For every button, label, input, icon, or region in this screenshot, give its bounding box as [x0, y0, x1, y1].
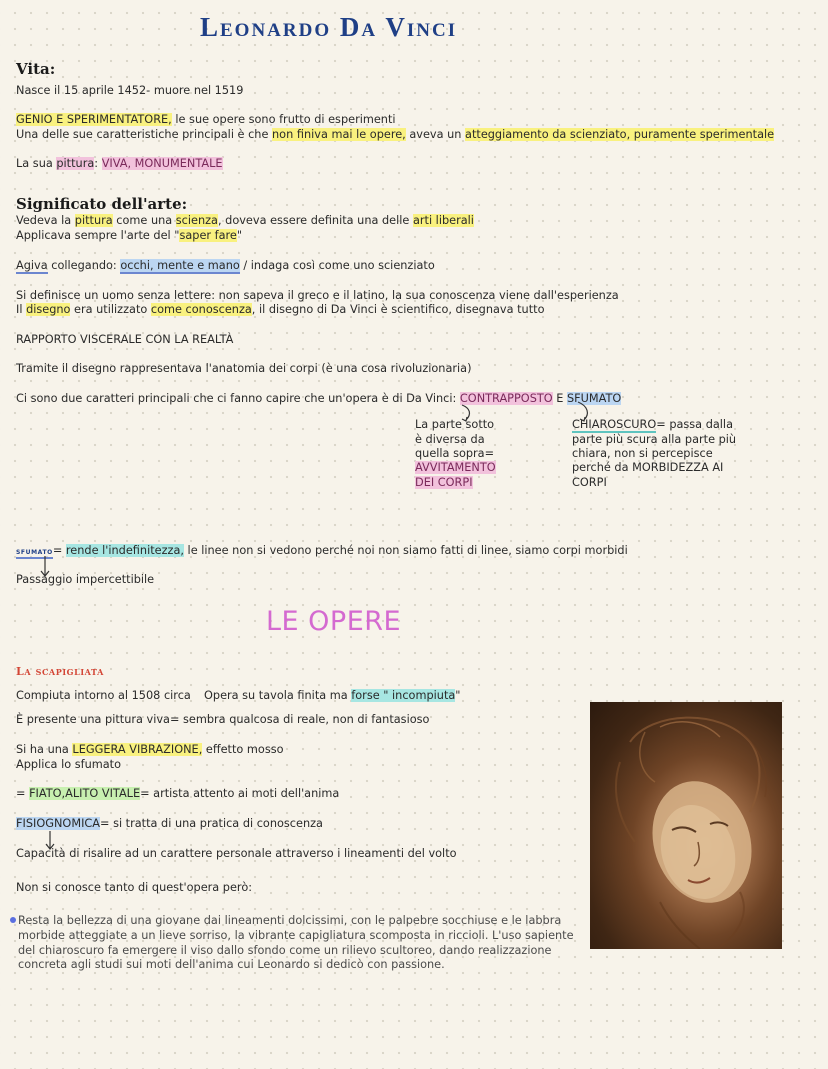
text: E: [552, 392, 567, 405]
agiva-line: [16, 259, 435, 274]
contrapposto-note-3: quella sopra=: [415, 447, 495, 460]
text: Opera su tavola finita ma: [204, 689, 352, 702]
highlight: non finiva mai le opere,: [272, 128, 406, 141]
contrapposto-note-2: è diversa da: [415, 433, 485, 446]
highlight: forse " incompiuta: [351, 689, 456, 702]
highlight: AVVITAMENTO: [415, 461, 496, 474]
text: / indaga così come uno scienziato: [239, 259, 435, 272]
text: ": [455, 689, 461, 702]
highlight: LEGGERA VIBRAZIONE,: [72, 743, 203, 756]
bullet-dot: [10, 917, 16, 923]
significato-heading: Significato dell'arte:: [16, 195, 188, 213]
contrapposto-note-1: La parte sotto: [415, 418, 495, 431]
highlight: rende l'indefinitezza,: [65, 544, 184, 557]
highlight: come conoscenza: [150, 303, 252, 316]
highlight: SFUMATO: [566, 392, 622, 405]
highlight: atteggiamento da scienziato, puramente sperimentale: [465, 128, 775, 141]
chiaroscuro-note-4: perché da MORBIDEZZA AI: [572, 461, 724, 474]
text: Il: [16, 303, 27, 316]
text: =: [16, 787, 30, 800]
highlight: pittura: [56, 157, 95, 170]
applica-line: Applica lo sfumato: [16, 758, 122, 771]
text: Una delle sue caratteristiche principali è che: [16, 128, 273, 141]
text: , il disegno di Da Vinci è scientifico, disegnava tutto: [251, 303, 545, 316]
highlight: occhi, mente e mano: [120, 259, 240, 272]
text: collegando:: [47, 259, 121, 272]
caratteri-line: [16, 392, 621, 407]
contrapposto-note-5: [415, 476, 473, 491]
fisiognomica-line: [16, 817, 323, 832]
underline: CHIAROSCURO: [572, 418, 657, 431]
description-paragraph: Resta la bellezza di una giovane dai lineamenti dolcissimi, con le palpebre socchiuse e le labbra morbide atteggiate a un lieve sorriso, la vibrante capigliatura scomposta in riccioli. L'uso sapiente del chiaroscuro fa emergere il viso dallo sfondo come un rilievo scultoreo, dando realizzazione concreta agli studi sui moti dell'anima cui Leonardo si dedicò con passione.: [18, 914, 574, 972]
text: aveva un: [405, 128, 466, 141]
presente-line: È presente una pittura viva= sembra qualcosa di reale, non di fantasioso: [16, 713, 430, 726]
highlight: CONTRAPPOSTO: [459, 392, 553, 405]
text: La sua: [16, 157, 57, 170]
text: come una: [112, 214, 176, 227]
highlight: DEI CORPI: [415, 476, 473, 489]
chiaroscuro-note-2: parte più scura alla parte più: [572, 433, 737, 446]
genio-highlight: GENIO E SPERIMENTATORE,: [16, 113, 172, 126]
highlight: saper fare: [179, 229, 237, 242]
tramite-line: Tramite il disegno rappresentava l'anatomia dei corpi (è una cosa rivoluzionaria): [16, 362, 472, 375]
sfumato-line: [16, 544, 628, 560]
opere-heading: LE OPERE: [266, 606, 402, 637]
significato-line2: [16, 229, 242, 244]
highlight: scienza: [175, 214, 218, 227]
chiaroscuro-note-3: chiara, non si percepisce: [572, 447, 713, 460]
significato-line1: [16, 214, 474, 229]
text: effetto mosso: [202, 743, 284, 756]
highlight: FIATO,ALITO VITALE: [29, 787, 141, 800]
highlight: disegno: [26, 303, 71, 316]
text: :: [94, 157, 102, 170]
rapporto-line: RAPPORTO VISCERALE CON LA REALTÀ: [16, 333, 234, 346]
painting-sketch: [590, 702, 782, 949]
compiuta-line: Compiuta intorno al 1508 circa: [16, 689, 191, 702]
leggera-line: [16, 743, 284, 758]
text: ": [236, 229, 243, 242]
page-title: Leonardo Da Vinci: [200, 12, 458, 42]
text: , doveva essere definita una delle: [217, 214, 413, 227]
contrapposto-note-4: [415, 461, 496, 476]
vita-genio-line: [16, 113, 396, 128]
vita-pittura-line: [16, 157, 223, 172]
text: le linee non si vedono perché noi non siamo fatti di linee, siamo corpi morbidi: [183, 544, 628, 557]
vita-born: Nasce il 15 aprile 1452- muore nel 1519: [16, 84, 244, 97]
text: = passa dalla: [656, 418, 733, 431]
capacita-line: Capacità di risalire ad un carattere personale attraverso i lineamenti del volto: [16, 847, 457, 860]
sfumato-label: sfumato: [16, 547, 53, 557]
text: Ci sono due caratteri principali che ci fanno capire che un'opera è di Da Vinci:: [16, 392, 460, 405]
chiaroscuro-note-5: CORPI: [572, 476, 607, 489]
highlight: arti liberali: [412, 214, 474, 227]
tavola-line: [204, 689, 461, 704]
text: Applicava sempre l'arte del ": [16, 229, 180, 242]
text: Si ha una: [16, 743, 73, 756]
scapigliata-subheading: La scapigliata: [16, 665, 104, 678]
passaggio-line: Passaggio impercettibile: [16, 573, 155, 586]
vita-heading: Vita:: [16, 60, 56, 78]
scapigliata-painting: [590, 702, 782, 949]
highlight: FISIOGNOMICA: [16, 817, 101, 830]
uomo-line2: [16, 303, 545, 318]
non-si-conosce-line: Non si conosce tanto di quest'opera però:: [16, 881, 253, 894]
fiato-line: [16, 787, 339, 802]
vita-caratteristiche-line: [16, 128, 774, 143]
genio-text: le sue opere sono frutto di esperimenti: [171, 113, 396, 126]
underline: Agiva: [16, 259, 48, 272]
text: Vedeva la: [16, 214, 75, 227]
chiaroscuro-note-1: [572, 418, 733, 433]
text: =: [52, 544, 66, 557]
highlight: VIVA, MONUMENTALE: [101, 157, 223, 170]
text: era utilizzato: [70, 303, 151, 316]
uomo-line1: Si definisce un uomo senza lettere: non sapeva il greco e il latino, la sua conoscenza viene dall'esperienza: [16, 289, 619, 302]
text: = si tratta di una pratica di conoscenza: [100, 817, 323, 830]
text: = artista attento ai moti dell'anima: [140, 787, 340, 800]
highlight: pittura: [74, 214, 113, 227]
